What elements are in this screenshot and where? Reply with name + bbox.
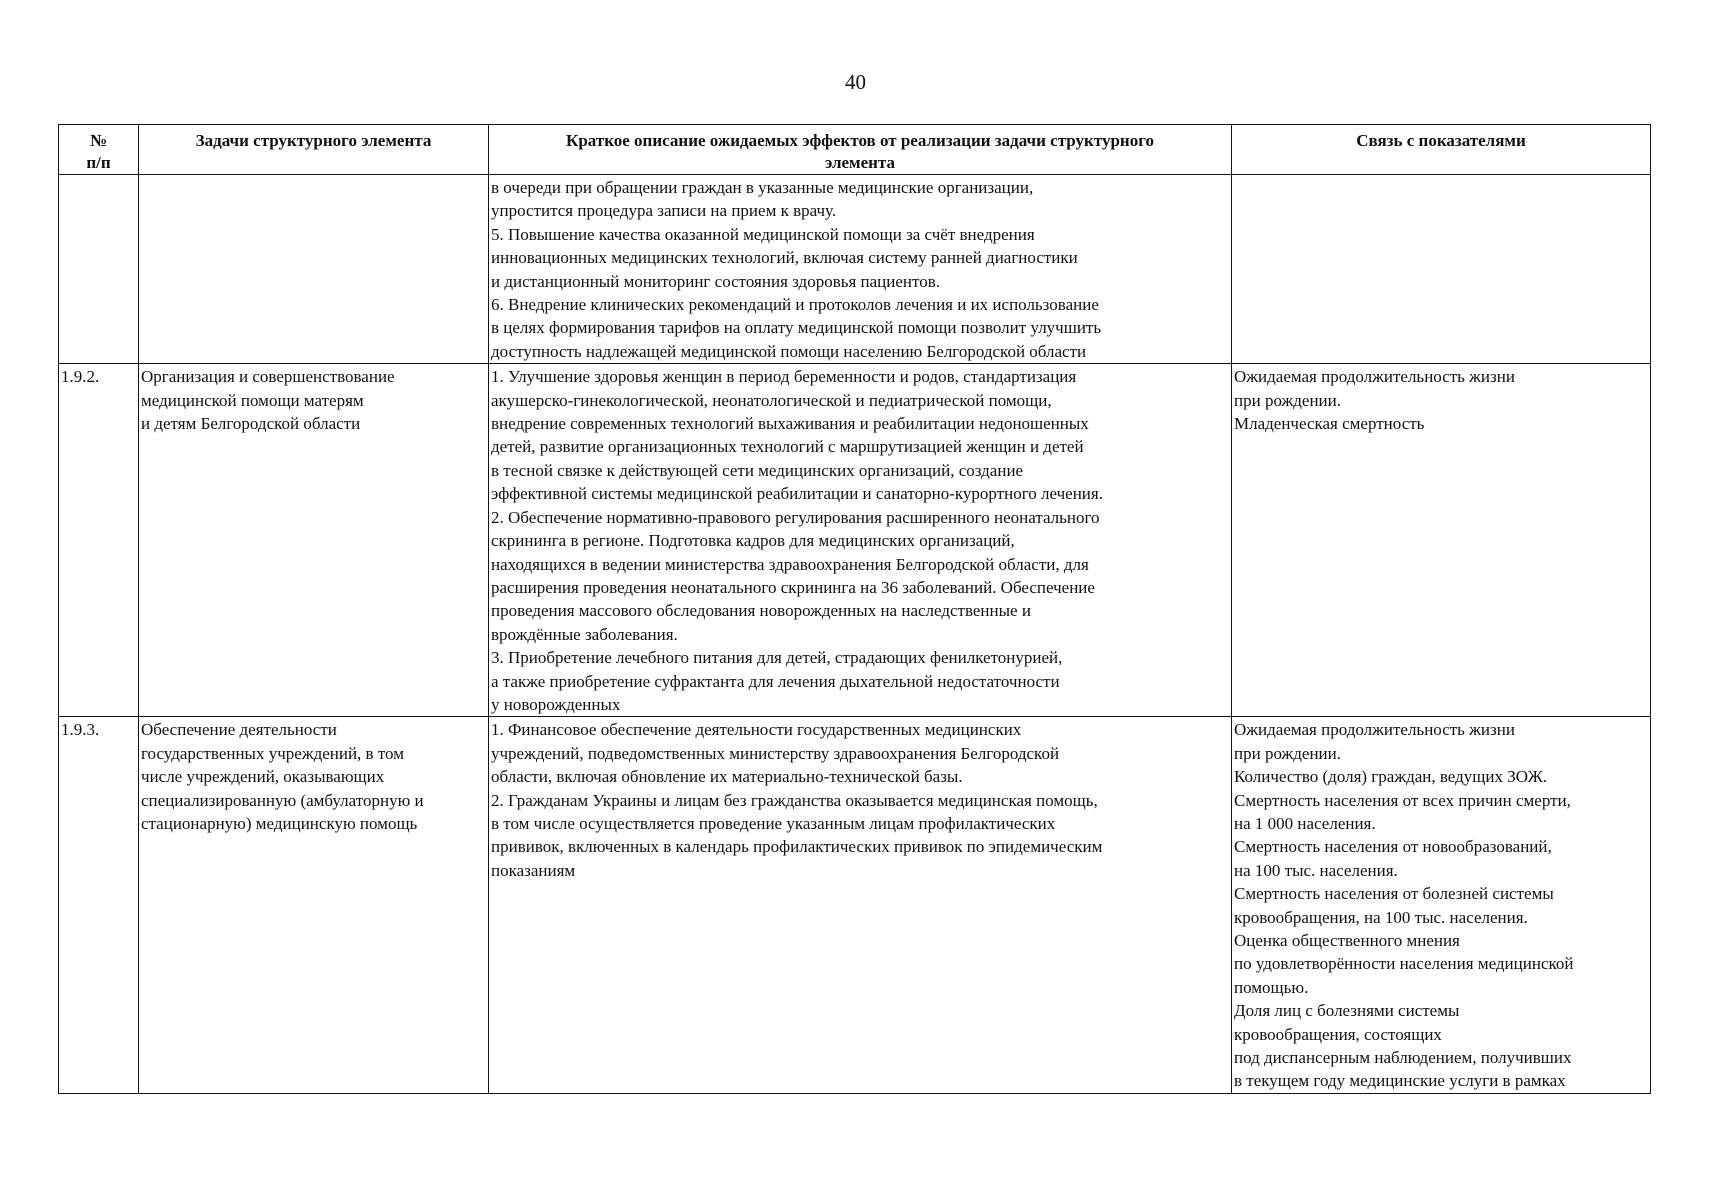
- effects-line: учреждений, подведомственных министерству здравоохранения Белгородской: [491, 743, 1060, 763]
- header-tasks: Задачи структурного элемента: [139, 125, 489, 175]
- effects-line: 1. Улучшение здоровья женщин в период беременности и родов, стандартизация: [491, 367, 1077, 387]
- table-row: [59, 175, 1651, 364]
- effects-line: в очереди при обращении граждан в указанные медицинские организации,: [491, 178, 1034, 197]
- indicators-line: Доля лиц с болезнями системы: [1234, 1001, 1460, 1021]
- effects-line: 6. Внедрение клинических рекомендаций и протоколов лечения и их использование: [491, 295, 1099, 315]
- effects-line: акушерско-гинекологической, неонатологической и педиатрической помощи,: [491, 390, 1052, 410]
- indicators-line: Смертность населения от болезней системы: [1234, 884, 1554, 904]
- effects-line: прививок, включенных в календарь профилактических прививок по эпидемическим: [491, 837, 1103, 857]
- header-number-symbol: №: [89, 131, 108, 150]
- effects-line: в тесной связке к действующей сети медицинских организаций, создание: [491, 460, 1024, 480]
- effects-line: 1. Финансовое обеспечение деятельности государственных медицинских: [491, 720, 1022, 740]
- indicators-line: кровообращения, состоящих: [1234, 1024, 1442, 1044]
- effects-line: и дистанционный мониторинг состояния здоровья пациентов.: [491, 271, 941, 291]
- cell-task: [139, 175, 489, 364]
- cell-effects: [489, 717, 1232, 1094]
- effects-line: у новорожденных: [491, 694, 621, 714]
- task-line: специализированную (амбулаторную и: [141, 790, 424, 810]
- header-effects: [489, 125, 1232, 175]
- cell-effects: [489, 175, 1232, 364]
- task-line: стационарную) медицинскую помощь: [141, 813, 418, 833]
- indicators-line: на 1 000 населения.: [1234, 813, 1376, 833]
- cell-number: 1.9.3.: [59, 717, 139, 1094]
- indicators-line: при рождении.: [1234, 390, 1342, 410]
- effects-line: проведения массового обследования новорожденных на наследственные и: [491, 601, 1031, 621]
- effects-line: расширения проведения неонатального скрининга на 36 заболеваний. Обеспечение: [491, 577, 1095, 597]
- header-number-abbr: п/п: [86, 153, 111, 172]
- page-number: 40: [845, 70, 866, 94]
- indicators-line: Ожидаемая продолжительность жизни: [1234, 367, 1515, 387]
- task-line: числе учреждений, оказывающих: [141, 767, 385, 787]
- cell-indicators: [1232, 175, 1651, 364]
- table-row: [59, 364, 1651, 717]
- effects-line: а также приобретение суфрактанта для лечения дыхательной недостаточности: [491, 671, 1060, 691]
- measures-table: [58, 124, 1651, 1094]
- indicators-line: на 100 тыс. населения.: [1234, 860, 1398, 880]
- indicators-line: Младенческая смертность: [1234, 414, 1425, 434]
- cell-number: 1.9.2.: [59, 364, 139, 717]
- effects-line: 5. Повышение качества оказанной медицинской помощи за счёт внедрения: [491, 224, 1035, 244]
- cell-task: [139, 717, 489, 1094]
- effects-line: инновационных медицинских технологий, включая систему ранней диагностики: [491, 248, 1078, 268]
- indicators-line: Ожидаемая продолжительность жизни: [1234, 720, 1515, 740]
- task-line: медицинской помощи матерям: [141, 390, 364, 410]
- effects-line: 2. Обеспечение нормативно-правового регулирования расширенного неонатального: [491, 507, 1100, 527]
- effects-line: 3. Приобретение лечебного питания для детей, страдающих фенилкетонурией,: [491, 648, 1063, 668]
- header-indicators: Связь с показателями: [1232, 125, 1651, 175]
- cell-indicators: [1232, 717, 1651, 1094]
- cell-number: [59, 175, 139, 364]
- indicators-line: Количество (доля) граждан, ведущих ЗОЖ.: [1234, 767, 1548, 787]
- effects-line: внедрение современных технологий выхаживания и реабилитации недоношенных: [491, 414, 1089, 434]
- effects-line: находящихся в ведении министерства здравоохранения Белгородской области, для: [491, 554, 1089, 574]
- indicators-line: при рождении.: [1234, 743, 1342, 763]
- indicators-line: помощью.: [1234, 977, 1309, 997]
- indicators-line: кровообращения, на 100 тыс. населения.: [1234, 907, 1528, 927]
- effects-line: врождённые заболевания.: [491, 624, 678, 644]
- task-line: государственных учреждений, в том: [141, 743, 404, 763]
- cell-effects: [489, 364, 1232, 717]
- indicators-line: Оценка общественного мнения: [1234, 931, 1460, 950]
- effects-line: показаниям: [491, 860, 576, 880]
- indicators-line: Смертность населения от всех причин смерти,: [1234, 790, 1571, 810]
- table-row: [59, 717, 1651, 1094]
- effects-line: эффективной системы медицинской реабилитации и санаторно-курортного лечения.: [491, 484, 1103, 504]
- task-line: и детям Белгородской области: [141, 414, 361, 434]
- effects-line: детей, развитие организационных технологий с маршрутизацией женщин и детей: [491, 437, 1084, 457]
- indicators-line: под диспансерным наблюдением, получивших: [1234, 1048, 1572, 1068]
- task-line: Организация и совершенствование: [141, 367, 395, 387]
- effects-line: упростится процедура записи на прием к врачу.: [491, 201, 837, 221]
- effects-line: области, включая обновление их материально-технической базы.: [491, 767, 963, 787]
- header-effects-line: Краткое описание ожидаемых эффектов от реализации задачи структурного: [566, 131, 1154, 150]
- cell-task: [139, 364, 489, 717]
- effects-line: в том числе осуществляется проведение указанным лицам профилактических: [491, 813, 1056, 833]
- indicators-line: Смертность населения от новообразований,: [1234, 837, 1552, 857]
- table-body: [59, 175, 1651, 1094]
- effects-line: в целях формирования тарифов на оплату медицинской помощи позволит улучшить: [491, 318, 1102, 338]
- indicators-line: по удовлетворённости населения медицинской: [1234, 954, 1574, 974]
- effects-line: скрининга в регионе. Подготовка кадров для медицинских организаций,: [491, 531, 1015, 551]
- header-effects-line: элемента: [824, 153, 896, 172]
- indicators-line: в текущем году медицинские услуги в рамках: [1234, 1071, 1566, 1091]
- header-number: [59, 125, 139, 175]
- effects-line: доступность надлежащей медицинской помощи населению Белгородской области: [491, 341, 1087, 361]
- cell-indicators: [1232, 364, 1651, 717]
- task-line: Обеспечение деятельности: [141, 720, 337, 740]
- table-header-row: [59, 125, 1651, 175]
- effects-line: 2. Гражданам Украины и лицам без гражданства оказывается медицинская помощь,: [491, 790, 1098, 810]
